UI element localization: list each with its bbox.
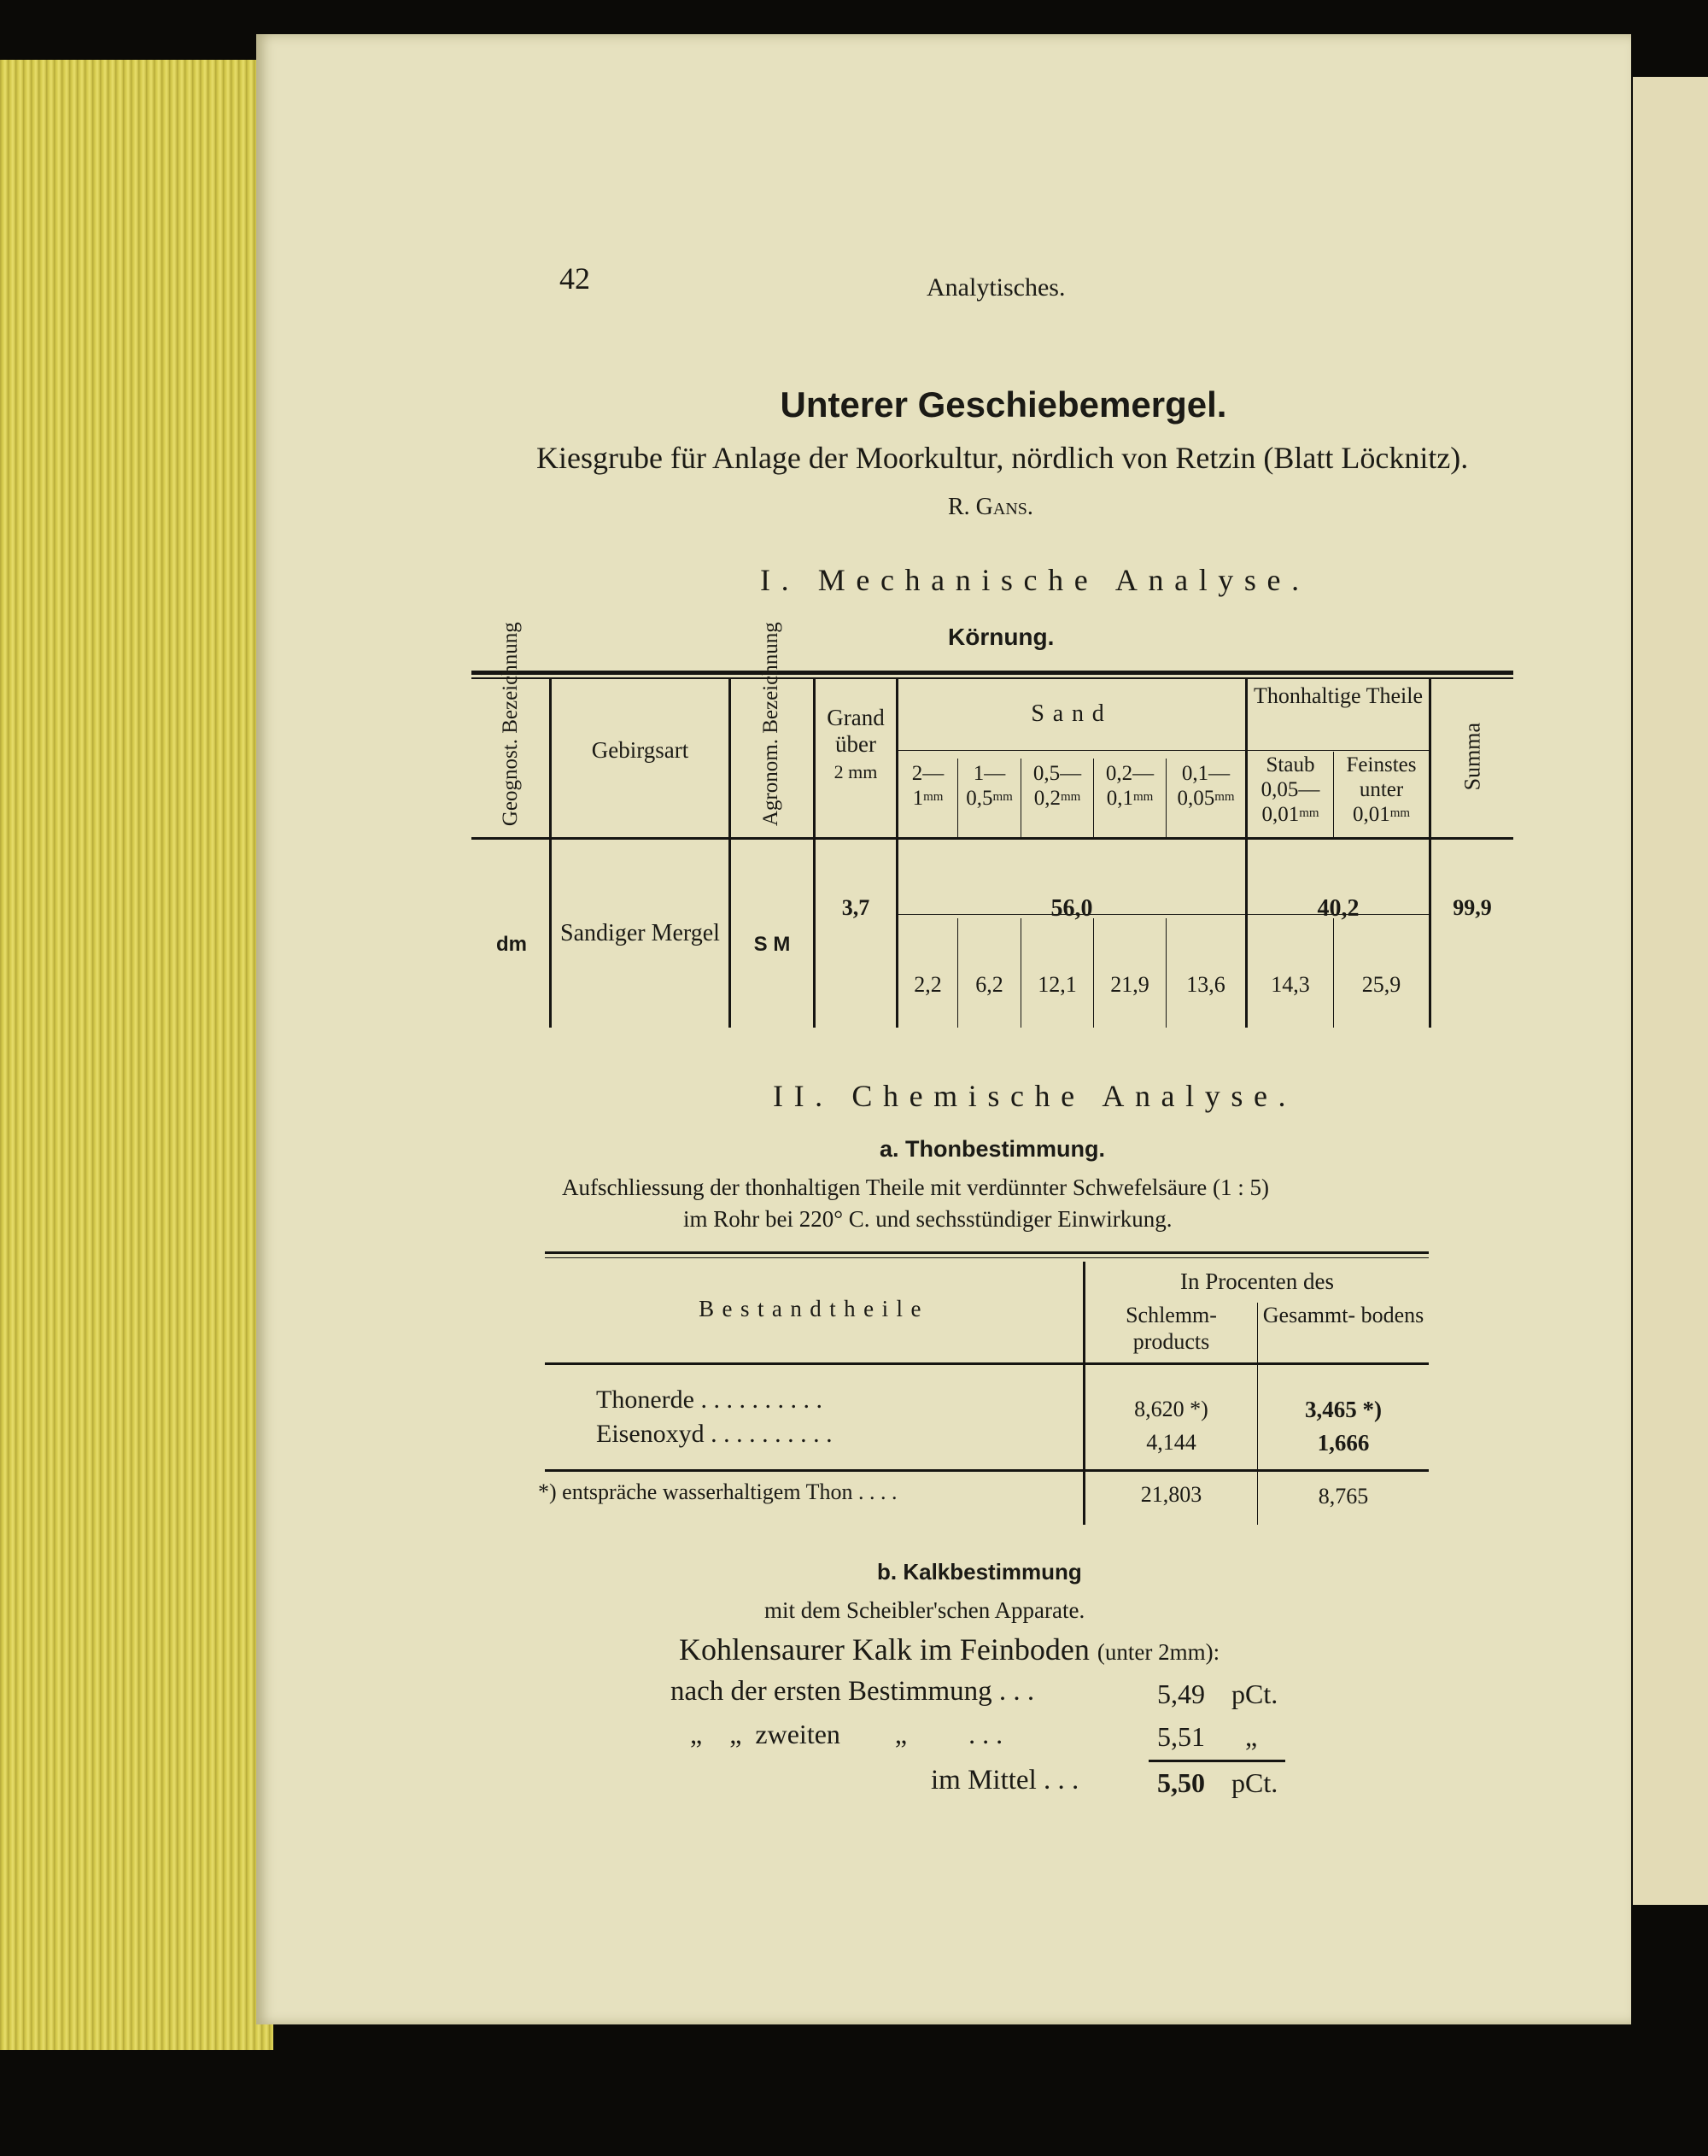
thon-description-line1: Aufschliessung der thonhaltigen Theile mit verdünnter Schwefelsäure (1 : 5) (562, 1175, 1270, 1200)
facing-page-edge (1633, 77, 1708, 1905)
col-grand-header-text: Grand über 2 mm (827, 705, 885, 783)
col-summa-header: Summa (1459, 722, 1485, 791)
col-thon-header: Thonhaltige Theile (1253, 683, 1424, 708)
book-page (256, 34, 1631, 2024)
ditto-mark: „ . . . (839, 1719, 1003, 1749)
dot-leader: . . . . . . . . . . (693, 1386, 822, 1414)
col-schlemm-header: Schlemm- products (1126, 1303, 1217, 1355)
sand-value-3: 12,1 (1038, 972, 1077, 997)
thon-value-staub: 14,3 (1271, 972, 1310, 997)
page-number: 42 (559, 261, 590, 296)
footnote-thon-gesamt: 8,765 (1318, 1484, 1369, 1509)
col-grand-header (820, 705, 892, 784)
footnote-thon-name: *) entspräche wasserhaltigem Thon (538, 1479, 853, 1504)
table-row (538, 1479, 1068, 1505)
author: R. Gans. (948, 494, 1033, 520)
thon-value-feinstes: 25,9 (1361, 972, 1401, 997)
dot-leader: . . . . (852, 1479, 898, 1504)
table-row (596, 1420, 1057, 1449)
row-eisenoxyd-name: Eisenoxyd (596, 1420, 705, 1448)
col-geognost-header: Geognost. Bezeichnung (498, 622, 522, 827)
running-head: Analytisches. (927, 273, 1066, 302)
sand-value-4: 21,9 (1110, 972, 1149, 997)
table-row (596, 1386, 1057, 1415)
kalk-heading: b. Kalkbestimmung (877, 1559, 1082, 1585)
kalk-line-1-value: 5,49 (1157, 1679, 1205, 1709)
row-thon-total: 40,2 (1317, 895, 1360, 922)
col-gebirgsart-header: Gebirgsart (591, 737, 689, 763)
col-gesamt-header: Gesammt- bodens (1262, 1303, 1424, 1327)
kalk-intro (679, 1632, 1220, 1667)
kalk-line-1-unit: pCt. (1231, 1679, 1278, 1709)
dot-leader: . . . (991, 1676, 1035, 1707)
col-procenten-header: In Procenten des (1180, 1268, 1334, 1294)
sand-col-02-01-header: 0,2— $0,1^{mm}$ (1105, 762, 1155, 810)
row-summa: 99,9 (1453, 895, 1492, 920)
row-agronom: S M (753, 933, 791, 956)
kalk-line-1-label: nach der ersten Bestimmung (670, 1676, 992, 1707)
chemical-heading: II. Chemische Analyse. (773, 1079, 1297, 1113)
sand-col-1-05-header: 1— $0,5^{mm}$ (966, 762, 1013, 810)
sand-col-05-02-header: 0,5— $0,2^{mm}$ (1032, 762, 1082, 810)
sand-value-5: 13,6 (1186, 972, 1225, 997)
kalk-line-3-value: 5,50 (1157, 1767, 1205, 1798)
row-geognost: dm (496, 933, 527, 956)
page-title: Unterer Geschiebemergel. (780, 384, 1227, 425)
sand-col-01-005-header: 0,1— $0,05^{mm}$ (1177, 762, 1235, 810)
footnote-thon-schlemm: 21,803 (1140, 1482, 1202, 1507)
thon-description-line2: im Rohr bei 220° C. und sechsstündiger Einwirkung. (683, 1206, 1173, 1232)
kalk-line-2-label: zweiten (755, 1719, 840, 1749)
dot-leader: . . . . . . . . . . (704, 1420, 833, 1448)
kalk-line-3-label: im Mittel (931, 1765, 1037, 1796)
thon-col-staub-header: Staub 0,05— $0,01^{mm}$ (1261, 753, 1320, 826)
ditto-mark: „ „ (690, 1719, 756, 1749)
row-grand: 3,7 (841, 895, 870, 920)
row-thonerde-gesamt: 3,465 *) (1305, 1397, 1382, 1422)
sand-value-2: 6,2 (975, 972, 1003, 997)
row-thonerde-name: Thonerde (596, 1386, 694, 1414)
dot-leader: . . . (1036, 1765, 1079, 1796)
koernung-label: Körnung. (948, 624, 1055, 650)
kalk-line-1 (670, 1676, 1034, 1708)
sand-col-2-1-header: 2— $1^{mm}$ (911, 762, 945, 810)
thon-col-feinstes-header: Feinstes unter $0,01^{mm}$ (1346, 753, 1417, 826)
book-page-edges (0, 60, 273, 2050)
page-subtitle: Kiesgrube für Anlage der Moorkultur, nördlich von Retzin (Blatt Löcknitz). (536, 441, 1469, 475)
row-eisenoxyd-gesamt: 1,666 (1317, 1430, 1370, 1456)
kalk-intro-text: Kohlensaurer Kalk im Feinboden (679, 1632, 1090, 1667)
row-eisenoxyd-schlemm: 4,144 (1146, 1430, 1196, 1455)
kalk-line-2 (690, 1719, 1003, 1750)
kalk-intro-unit: (unter 2mm): (1097, 1639, 1220, 1665)
kalk-line-3 (931, 1765, 1079, 1796)
kalk-line-3-unit: pCt. (1231, 1767, 1278, 1798)
row-thonerde-schlemm: 8,620 *) (1134, 1397, 1208, 1421)
sum-rule (1149, 1760, 1285, 1762)
col-bestandtheile-header: Bestandtheile (699, 1296, 929, 1321)
thon-heading: a. Thonbestimmung. (880, 1136, 1106, 1162)
mechanical-heading: I. Mechanische Analyse. (760, 563, 1310, 597)
kalk-line-2-value: 5,51 (1157, 1721, 1205, 1752)
sand-value-1: 2,2 (914, 972, 942, 997)
kalk-line-2-unit: „ (1245, 1721, 1258, 1752)
row-sand-total: 56,0 (1050, 895, 1093, 922)
col-agronom-header: Agronom. Bezeichnung (758, 622, 782, 827)
col-sand-header: Sand (1031, 700, 1113, 727)
kalk-description: mit dem Scheibler'schen Apparate. (764, 1597, 1085, 1623)
row-gebirgsart: Sandiger Mergel (560, 920, 720, 946)
